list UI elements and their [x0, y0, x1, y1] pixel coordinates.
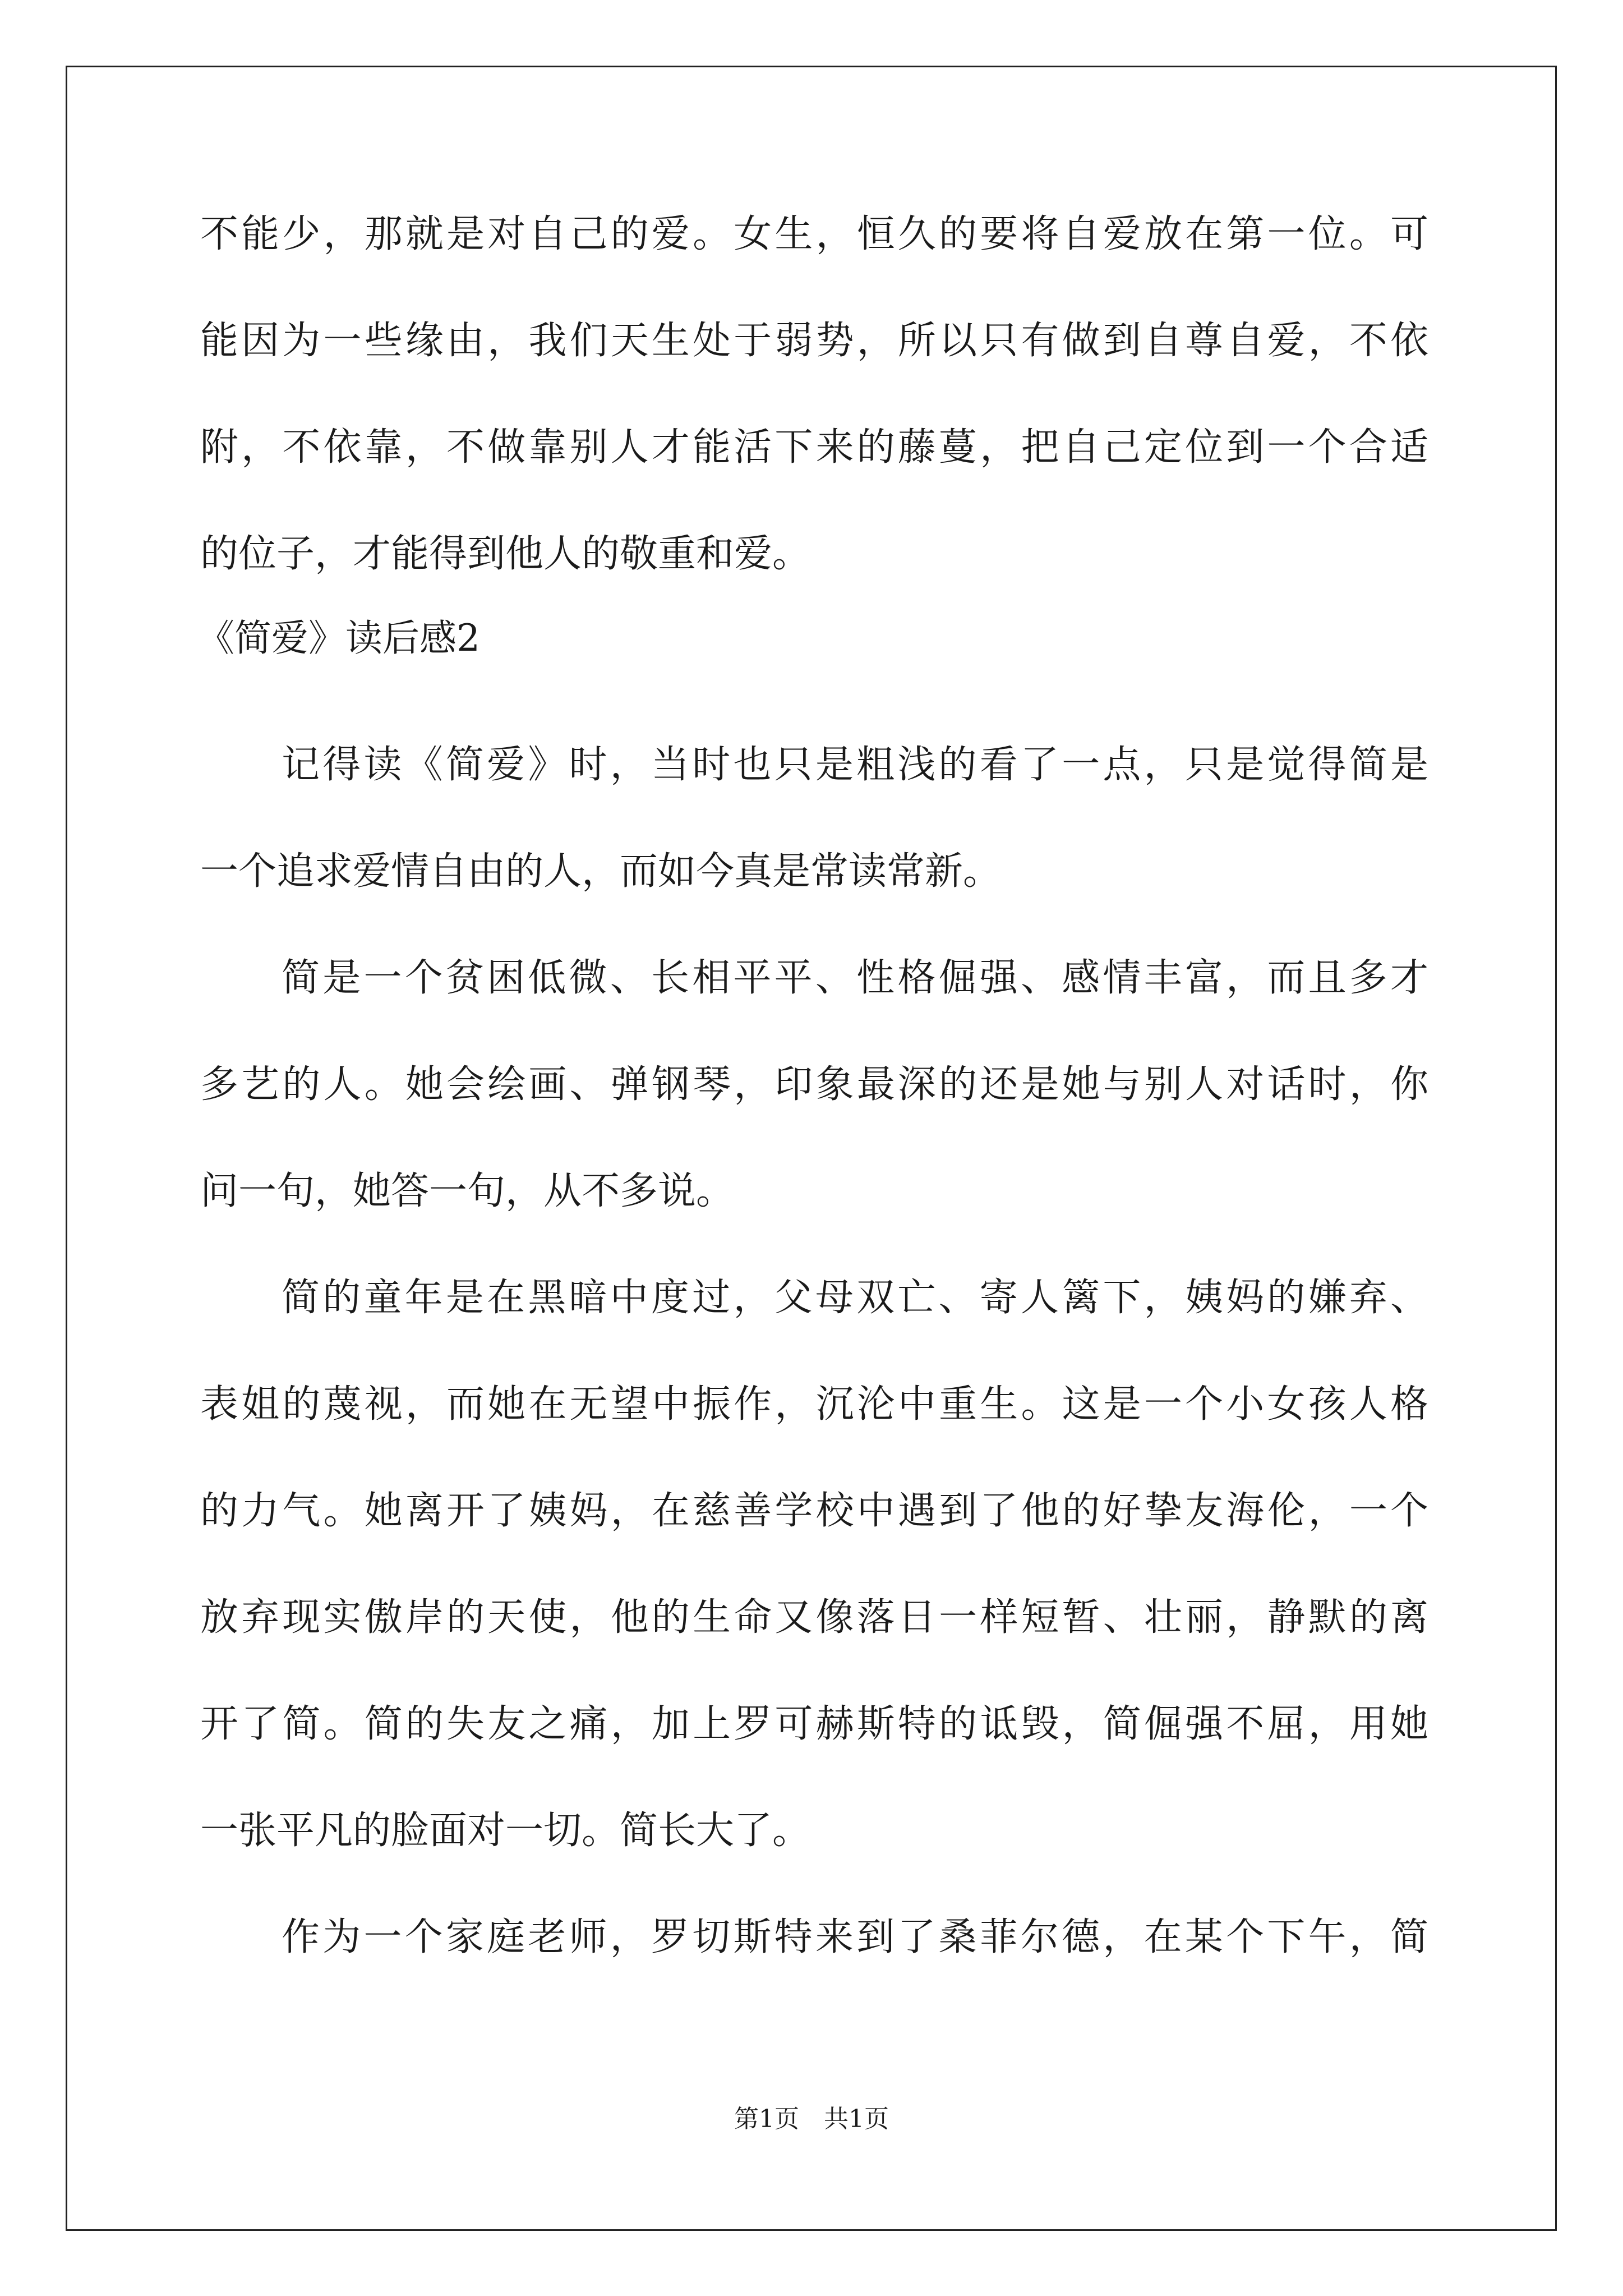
text-line: 不能少，那就是对自己的爱。女生，恒久的要将自爱放在第一位。可 [200, 212, 1428, 256]
text-line: 问一句，她答一句，从不多说。 [200, 1169, 735, 1213]
text-line: 的位子，才能得到他人的敬重和爱。 [200, 532, 811, 576]
text-line: 表姐的蔑视，而她在无望中振作，沉沦中重生。这是一个小女孩人格 [200, 1382, 1428, 1427]
text-line: 作为一个家庭老师，罗切斯特来到了桑菲尔德，在某个下午，简 [282, 1915, 1428, 1959]
section-heading: 《简爱》读后感2 [197, 616, 480, 660]
document-body [197, 208, 1428, 2017]
text-line: 的力气。她离开了姨妈，在慈善学校中遇到了他的好挚友海伦，一个 [200, 1489, 1428, 1533]
text-line: 简是一个贫困低微、长相平平、性格倔强、感情丰富，而且多才 [282, 956, 1428, 1000]
text-line: 开了简。简的失友之痛，加上罗可赫斯特的诋毁，简倔强不屈，用她 [200, 1702, 1428, 1746]
text-line: 一张平凡的脸面对一切。简长大了。 [200, 1809, 811, 1853]
text-line: 简的童年是在黑暗中度过，父母双亡、寄人篱下，姨妈的嫌弃、 [282, 1276, 1428, 1320]
text-line: 附，不依靠，不做靠别人才能活下来的藤蔓，把自己定位到一个合适 [200, 425, 1428, 470]
text-line: 一个追求爱情自由的人，而如今真是常读常新。 [200, 849, 1002, 894]
text-line: 放弃现实傲岸的天使，他的生命又像落日一样短暂、壮丽，静默的离 [200, 1595, 1428, 1640]
text-line: 能因为一些缘由，我们天生处于弱势，所以只有做到自尊自爱，不依 [200, 319, 1428, 363]
text-line: 记得读《简爱》时，当时也只是粗浅的看了一点，只是觉得简是 [282, 743, 1428, 787]
text-line: 多艺的人。她会绘画、弹钢琴，印象最深的还是她与别人对话时，你 [200, 1062, 1428, 1107]
page-number-footer: 第1页 共1页 [734, 2105, 889, 2133]
